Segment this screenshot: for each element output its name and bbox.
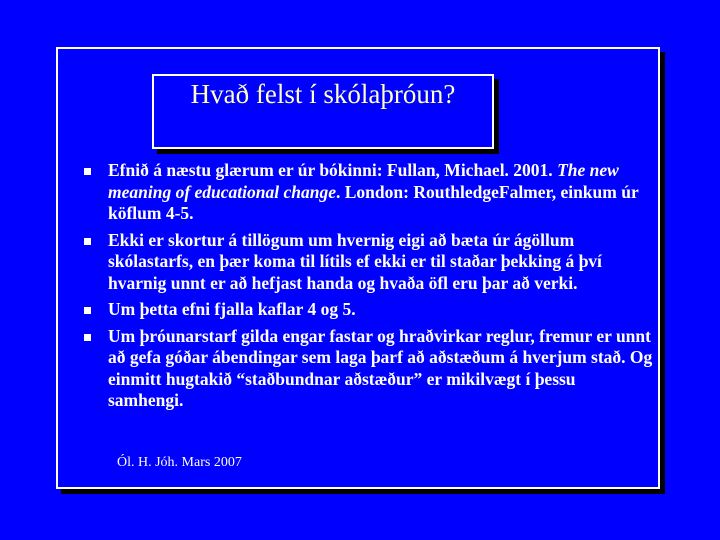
title-box — [152, 74, 494, 149]
bullet-text-1-end: . London: RouthledgeFalmer, einkum úr köflum 4-5. — [108, 181, 639, 223]
square-bullet-icon — [84, 168, 91, 175]
bullet-item-2 — [84, 230, 654, 295]
square-bullet-icon — [84, 334, 91, 341]
bullet-text-1-start: Efnið á næstu glærum er úr bókinni: Fullan, Michael. 2001. — [108, 160, 558, 180]
bullet-list — [84, 160, 654, 417]
footer-author-date: Ól. H. Jóh. Mars 2007 — [117, 455, 242, 470]
bullet-item-4 — [84, 326, 654, 412]
book-title: The new meaning of educational change — [108, 160, 619, 202]
square-bullet-icon — [84, 238, 91, 245]
bullet-item-1 — [84, 160, 654, 225]
bullet-text-4: Um þróunarstarf gilda engar fastar og hraðvirkar reglur, fremur er unnt að gefa góðar ábendingar sem laga þarf að aðstæðum á hverjum stað. Og einmitt hugtakið “staðbundnar aðstæður” er mikilvægt í þessu samhengi. — [108, 325, 653, 410]
bullet-text-2: Ekki er skortur á tillögum um hvernig eigi að bæta úr ágöllum skólastarfs, en þær koma til lítils ef ekki er til staðar þekking á því hvarnig unnt er að hefjast handa og hvaða öfl eru þar að verki. — [108, 229, 602, 293]
bullet-text-3: Um þetta efni fjalla kaflar 4 og 5. — [108, 299, 356, 319]
page-title: Hvað felst í skólaþróun? — [190, 79, 456, 109]
square-bullet-icon — [84, 307, 91, 314]
bullet-item-3 — [84, 299, 654, 321]
